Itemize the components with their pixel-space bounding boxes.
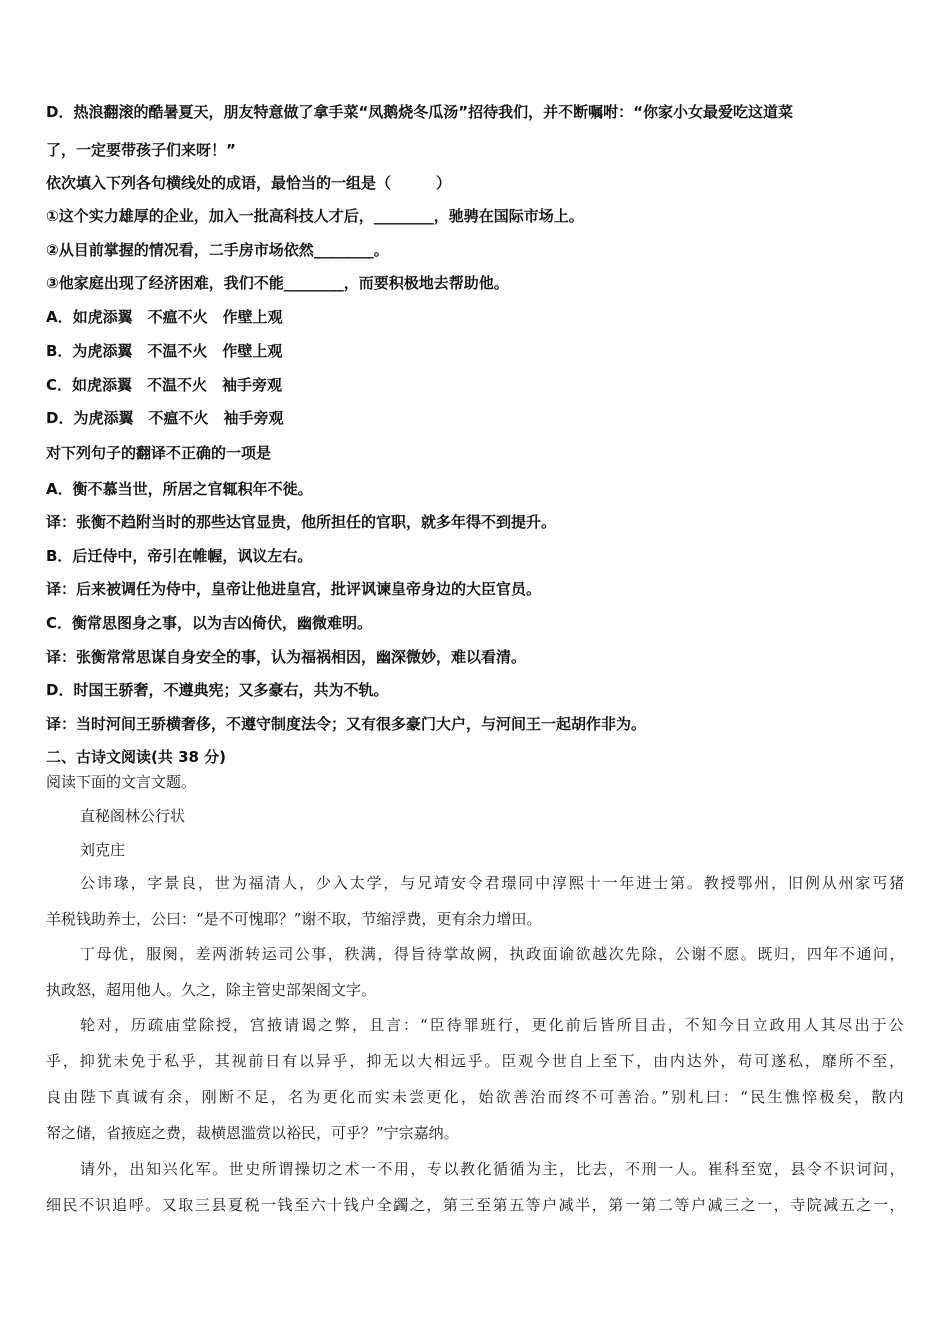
translation-question-prompt: 对下列句子的翻译不正确的一项是 [46,444,272,462]
essay-line: 乎，抑犹未免于私乎，其视前日有以异乎，抑无以大相远乎。臣观今世自上至下，由内达外，苟可遂私，靡所不至， [46,1052,907,1070]
essay-line: 公讳瑑，字景良，世为福清人，少入太学，与兄靖安令君璟同中淳熙十一年进士第。教授鄂州，旧例从州家丐猪 [80,874,906,892]
d-option-line-2: 了，一定要带孩子们来呀！” [46,141,236,159]
essay-line: 丁母优，服阕，差两浙转运司公事，秩满，得旨待掌故阙，执政面谕欲越次先除，公谢不愿。既归，四年不通问， [80,945,907,963]
essay-author: 刘克庄 [80,841,126,859]
idiom-option-a: A．如虎添翼 不瘟不火 作壁上观 [46,308,283,326]
essay-line: 羊税钱助养士，公曰：“是不可愧耶？”谢不取，节缩浮费，更有余力增田。 [46,910,542,928]
idiom-option-b: B．为虎添翼 不温不火 作壁上观 [46,342,283,360]
translation-item: 译：张衡常常思谋自身安全的事，认为福祸相因，幽深微妙，难以看清。 [46,648,527,666]
idiom-option-c: C．如虎添翼 不温不火 袖手旁观 [46,376,283,394]
section-instruction: 阅读下面的文言文题。 [46,773,197,791]
essay-line: 轮对，历疏庙堂除授，宫掖请谒之弊，且言：“臣待罪班行，更化前后皆所目击，不知今日立政用人其尽出于公 [80,1016,906,1034]
section-heading: 二、古诗文阅读(共 38 分) [46,748,227,766]
essay-line: 良由陛下真诚有余，刚断不足，名为更化而实未尝更化，始欲善治而终不可善治。”别札曰：“民生憔悴极矣，散内 [46,1088,906,1106]
d-option-line-1: D．热浪翻滚的酷暑夏天，朋友特意做了拿手菜“凤鹅烧冬瓜汤”招待我们，并不断嘱咐：“你家小女最爱吃这道菜 [46,103,794,121]
translation-item: B．后迁侍中，帝引在帷幄，讽议左右。 [46,547,313,565]
idiom-option-d: D．为虎添翼 不瘟不火 袖手旁观 [46,409,284,427]
idiom-sentence-3: ③他家庭出现了经济困难，我们不能________，而要积极地去帮助他。 [46,274,509,292]
translation-item: 译：后来被调任为侍中，皇帝让他进皇宫，批评讽谏皇帝身边的大臣官员。 [46,580,542,598]
essay-line: 请外，出知兴化军。世史所谓操切之术一不用，专以教化循循为主，比去，不刑一人。崔科至宽，县令不识诃问， [80,1160,907,1178]
essay-line: 执政怒，超用他人。久之，除主管史部架阁文字。 [46,981,377,999]
essay-line: 帑之储，省掖庭之费，裁横恩滥赏以裕民，可乎？”宁宗嘉纳。 [46,1124,459,1142]
translation-item: 译：张衡不趋附当时的那些达官显贵，他所担任的官职，就多年得不到提升。 [46,513,557,531]
translation-item: C．衡常思图身之事，以为吉凶倚伏，幽微难明。 [46,614,373,632]
idiom-sentence-1: ①这个实力雄厚的企业，加入一批高科技人才后，________，驰骋在国际市场上。 [46,207,584,225]
translation-item: A．衡不慕当世，所居之官辄积年不徙。 [46,480,313,498]
translation-item: 译：当时河间王骄横奢侈，不遵守制度法令；又有很多豪门大户，与河间王一起胡作非为。 [46,715,647,733]
idiom-sentence-2: ②从目前掌握的情况看，二手房市场依然________。 [46,241,389,259]
idiom-question-prompt: 依次填入下列各句横线处的成语，最恰当的一组是（ ） [46,174,452,192]
essay-line: 细民不识追呼。又取三县夏税一钱至六十钱户全蠲之，第三至第五等户减半，第一第二等户减三之一，寺院减五之一， [46,1196,906,1214]
essay-title: 直秘阁林公行状 [80,807,186,825]
translation-item: D．时国王骄奢，不遵典宪；又多豪右，共为不轨。 [46,681,389,699]
